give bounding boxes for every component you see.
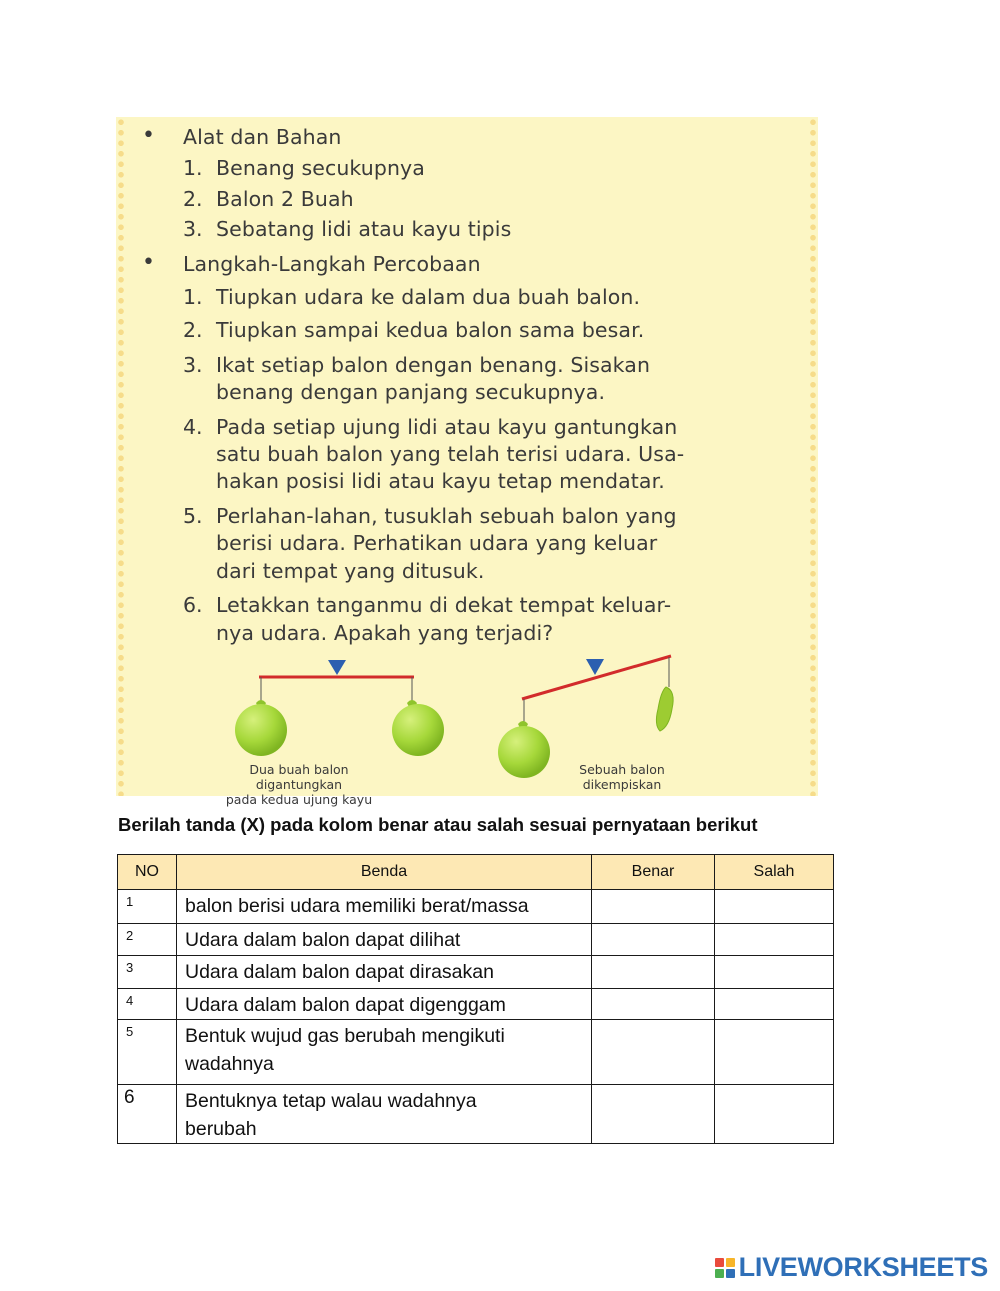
step-number: 5.: [183, 504, 203, 528]
step-line: Tiupkan sampai kedua balon sama besar.: [216, 318, 645, 342]
liveworksheets-logo: [715, 1252, 988, 1283]
row-statement: Bentuknya tetap walau wadahnya berubah: [177, 1085, 592, 1144]
row-statement: balon berisi udara memiliki berat/massa: [177, 890, 592, 924]
step-line: Letakkan tanganmu di dekat tempat keluar-: [216, 593, 672, 617]
salah-cell[interactable]: [715, 1085, 834, 1144]
step-number: 1.: [183, 285, 203, 309]
salah-cell[interactable]: [715, 989, 834, 1020]
material-item: Sebatang lidi atau kayu tipis: [216, 217, 512, 241]
row-statement: Udara dalam balon dapat dilihat: [177, 924, 592, 956]
pivot-triangle-icon: [328, 660, 346, 675]
bullet-icon: •: [142, 250, 155, 275]
balloon-icon: [392, 700, 444, 756]
section-title-materials: Alat dan Bahan: [183, 125, 342, 149]
caption-line: pada kedua ujung kayu: [225, 792, 373, 807]
material-number: 2.: [183, 187, 203, 211]
benar-cell[interactable]: [592, 890, 715, 924]
question-instruction: Berilah tanda (X) pada kolom benar atau salah sesuai pernyataan berikut: [118, 814, 758, 835]
row-statement: Udara dalam balon dapat digenggam: [177, 989, 592, 1020]
header-salah: Salah: [715, 855, 834, 890]
step-number: 4.: [183, 415, 203, 439]
bullet-icon: •: [142, 123, 155, 148]
step-line: dari tempat yang ditusuk.: [216, 559, 485, 583]
logo-mark-icon: [715, 1258, 735, 1278]
step-number: 3.: [183, 353, 203, 377]
step-line: Perlahan-lahan, tusuklah sebuah balon yang: [216, 504, 677, 528]
pivot-triangle-icon: [586, 659, 604, 675]
material-number: 1.: [183, 156, 203, 180]
answer-table: [117, 854, 834, 1144]
material-number: 3.: [183, 217, 203, 241]
benar-cell[interactable]: [592, 989, 715, 1020]
salah-cell[interactable]: [715, 1020, 834, 1085]
row-statement: Udara dalam balon dapat dirasakan: [177, 956, 592, 989]
table-row: [118, 924, 834, 956]
deflated-balloon-icon: [656, 687, 673, 731]
row-number: 4: [118, 989, 177, 1020]
balloon-icon: [235, 700, 287, 756]
salah-cell[interactable]: [715, 956, 834, 989]
table-row: [118, 989, 834, 1020]
salah-cell[interactable]: [715, 924, 834, 956]
table-header-row: [118, 855, 834, 890]
table-row: [118, 1085, 834, 1144]
salah-cell[interactable]: [715, 890, 834, 924]
step-line: berisi udara. Perhatikan udara yang keluar: [216, 531, 658, 555]
step-line: Pada setiap ujung lidi atau kayu gantungkan: [216, 415, 678, 439]
caption-left: [224, 762, 374, 807]
step-line: Ikat setiap balon dengan benang. Sisakan: [216, 353, 651, 377]
table-row: [118, 956, 834, 989]
tilted-rod-diagram: [498, 656, 673, 778]
step-line: nya udara. Apakah yang terjadi?: [216, 621, 554, 645]
row-number: 5: [118, 1020, 177, 1085]
table-row: [118, 890, 834, 924]
benar-cell[interactable]: [592, 1020, 715, 1085]
row-statement: Bentuk wujud gas berubah mengikuti wadahnya: [177, 1020, 592, 1085]
row-number: 6: [118, 1085, 177, 1144]
caption-line: Sebuah balon: [579, 762, 665, 777]
step-line: Tiupkan udara ke dalam dua buah balon.: [216, 285, 641, 309]
material-item: Benang secukupnya: [216, 156, 425, 180]
step-line: benang dengan panjang secukupnya.: [216, 380, 606, 404]
row-number: 1: [118, 890, 177, 924]
caption-line: dikempiskan: [582, 777, 662, 792]
header-benar: Benar: [592, 855, 715, 890]
balanced-rod-diagram: [235, 660, 444, 756]
section-title-steps: Langkah-Langkah Percobaan: [183, 252, 481, 276]
material-item: Balon 2 Buah: [216, 187, 354, 211]
step-number: 6.: [183, 593, 203, 617]
balloon-experiment-illustration: [116, 117, 818, 796]
row-number: 2: [118, 924, 177, 956]
logo-text: LIVEWORKSHEETS: [738, 1252, 988, 1282]
header-no: NO: [118, 855, 177, 890]
step-line: hakan posisi lidi atau kayu tetap mendatar.: [216, 469, 665, 493]
benar-cell[interactable]: [592, 956, 715, 989]
benar-cell[interactable]: [592, 924, 715, 956]
step-line: satu buah balon yang telah terisi udara. Usa-: [216, 442, 685, 466]
step-number: 2.: [183, 318, 203, 342]
instruction-panel: [116, 117, 818, 807]
caption-line: Dua buah balon digantungkan: [249, 762, 349, 792]
row-number: 3: [118, 956, 177, 989]
header-benda: Benda: [177, 855, 592, 890]
benar-cell[interactable]: [592, 1085, 715, 1144]
caption-right: [552, 762, 692, 792]
balloon-icon: [498, 721, 550, 778]
table-row: [118, 1020, 834, 1085]
